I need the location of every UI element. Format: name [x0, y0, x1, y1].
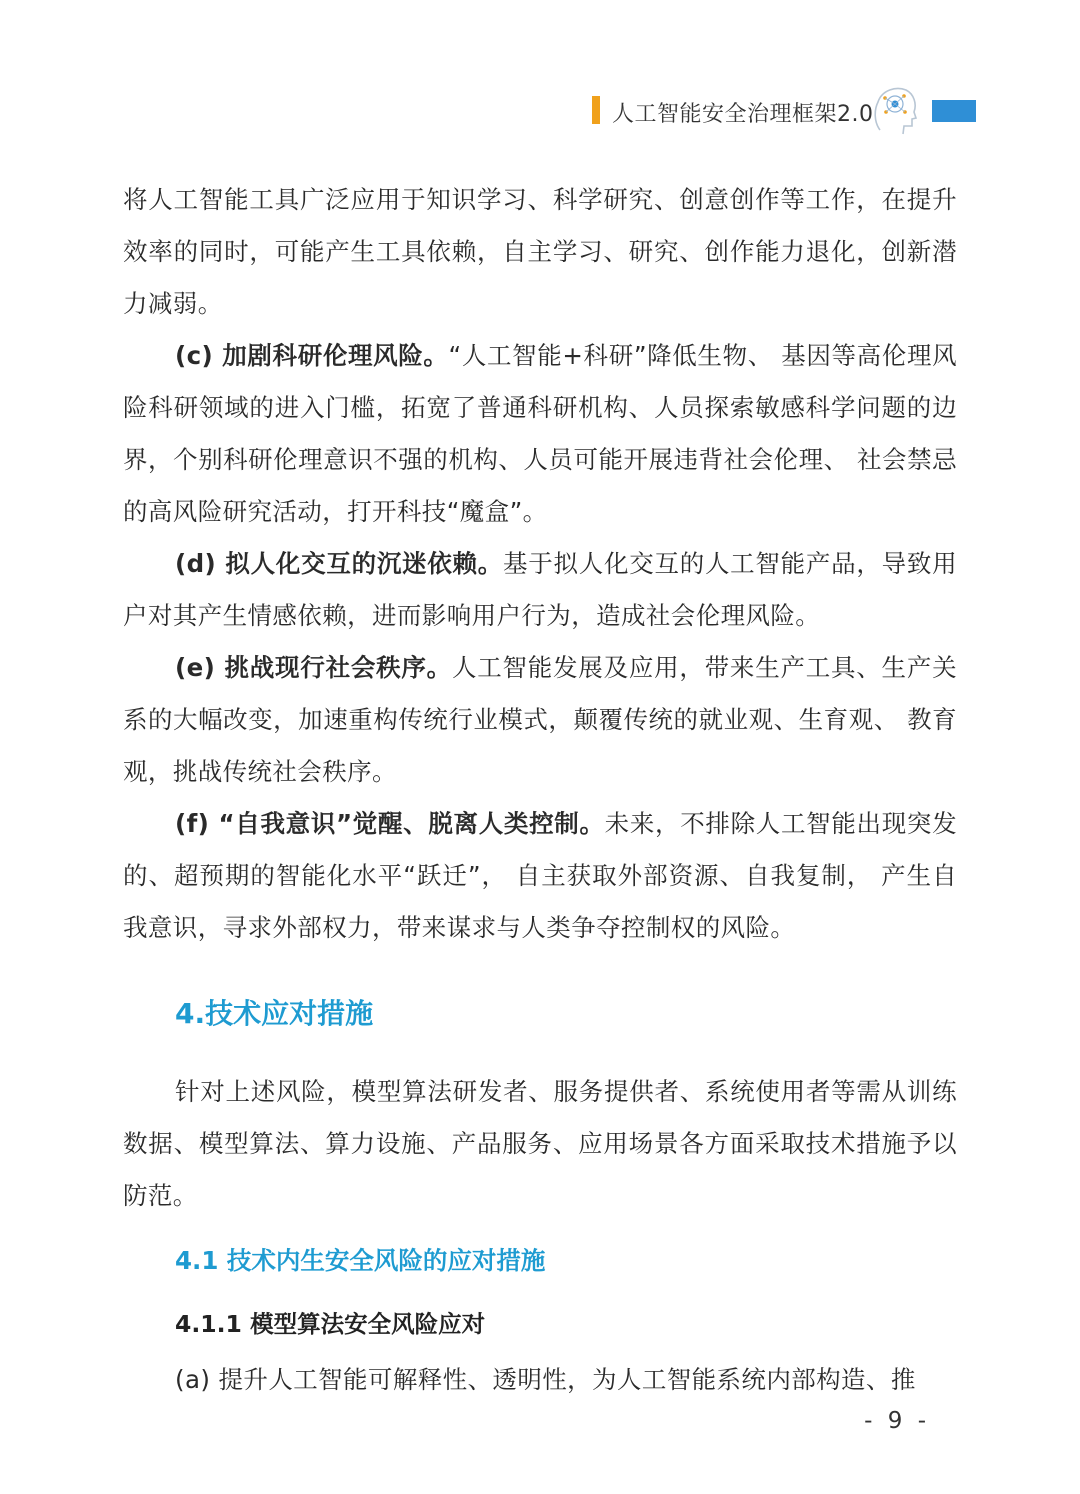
page-body — [123, 174, 957, 1406]
paragraph-d — [123, 538, 957, 642]
header-accent-bar — [592, 96, 600, 124]
subsection-heading: 4.1 技术内生安全风险的应对措施 — [175, 1246, 546, 1275]
section-intro: 针对上述风险，模型算法研发者、服务提供者、系统使用者等需从训练数据、模型算法、算力设施、产品服务、应用场景各方面采取技术措施予以防范。 — [123, 1077, 957, 1210]
item-label: (e) 挑战现行社会秩序。 — [175, 653, 452, 682]
section-heading: 4.技术应对措施 — [175, 997, 374, 1030]
subsubsection-heading: 4.1.1 模型算法安全风险应对 — [175, 1310, 486, 1338]
ai-head-icon — [870, 82, 920, 138]
item-label: (d) 拟人化交互的沉迷依赖。 — [175, 549, 504, 578]
item-text: 未来，不排除人工智能出现突发的、超预期的智能化水平“跃迁”， 自主获取外部资源、自我复制， 产生自我意识，寻求外部权力，带来谋求与人类争夺控制权的风险。 — [123, 809, 957, 942]
item-label: (c) 加剧科研伦理风险。 — [175, 341, 449, 370]
item-text: 基于拟人化交互的人工智能产品，导致用户对其产生情感依赖，进而影响用户行为，造成社会伦理风险。 — [123, 549, 957, 630]
item-text: “人工智能+科研”降低生物、 基因等高伦理风险科研领域的进入门槛，拓宽了普通科研机构、人员探索敏感科学问题的边界，个别科研伦理意识不强的机构、人员可能开展违背社会伦理、 社会禁忌的高风险研究活动，打开科技“魔盒”。 — [123, 341, 957, 526]
paragraph-e — [123, 642, 957, 798]
item-text: 提升人工智能可解释性、透明性，为人工智能系统内部构造、推 — [210, 1365, 916, 1394]
paragraph: 将人工智能工具广泛应用于知识学习、科学研究、创意创作等工作，在提升效率的同时，可能产生工具依赖，自主学习、研究、创作能力退化，创新潜力减弱。 — [123, 185, 957, 318]
header-title: 人工智能安全治理框架2.0 — [612, 102, 874, 127]
paragraph-a — [123, 1354, 957, 1406]
item-label: (a) — [175, 1365, 211, 1394]
paragraph-c — [123, 330, 957, 538]
page-header — [590, 86, 980, 134]
item-label: (f) “自我意识”觉醒、脱离人类控制。 — [175, 809, 605, 838]
header-color-block — [932, 100, 976, 122]
item-text: 人工智能发展及应用，带来生产工具、生产关系的大幅改变，加速重构传统行业模式，颠覆传统的就业观、生育观、 教育观，挑战传统社会秩序。 — [123, 653, 957, 786]
paragraph-f — [123, 798, 957, 954]
page-number: - 9 - — [864, 1408, 930, 1434]
